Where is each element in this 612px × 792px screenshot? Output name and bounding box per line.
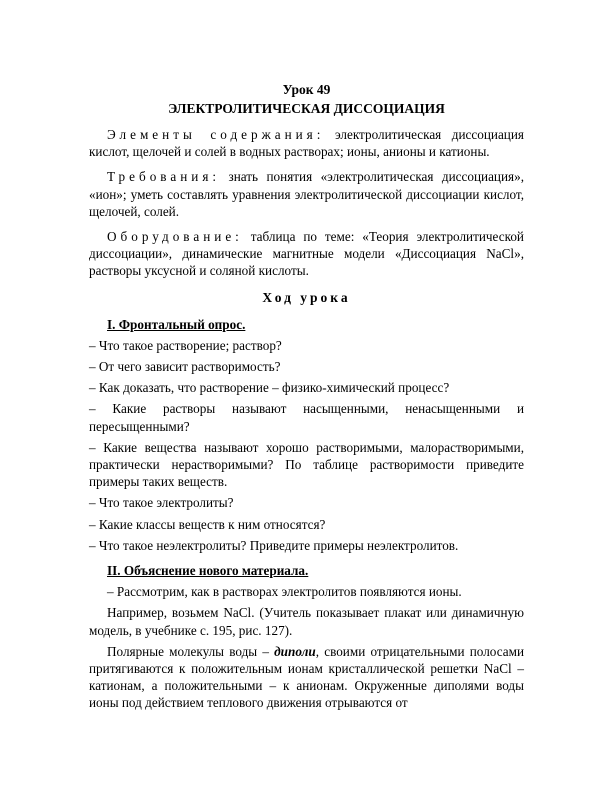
content-elements-label: Элементы содержания: <box>107 127 325 142</box>
question-item: – Какие вещества называют хорошо растворимыми, малорастворимыми, практически нерастворимыми? По таблице растворимости приведите примеры таких веществ. <box>89 439 524 490</box>
section2-paragraph-1: – Рассмотрим, как в растворах электролитов появляются ионы. <box>107 584 462 600</box>
requirements-label: Требования: <box>107 169 221 185</box>
p3-start: Полярные молекулы воды – <box>107 643 275 659</box>
question-item: – Что такое электролиты? <box>89 495 234 511</box>
equipment-text: таблица по теме: «Теория электролитической диссоциации», динамические магнитные модели «Диссоциация NaCl», растворы уксусной и соляной кислоты. <box>89 229 524 279</box>
equipment-paragraph <box>89 228 524 280</box>
section2-paragraph-3 <box>89 643 524 712</box>
question-item: – Как доказать, что растворение – физико-химический процесс? <box>89 380 450 396</box>
question-item: – От чего зависит растворимость? <box>89 359 281 375</box>
course-heading: Ход урока <box>262 289 351 305</box>
requirements-paragraph <box>89 168 524 220</box>
question-item: – Какие классы веществ к ним относятся? <box>89 516 326 532</box>
section2-title-text: II. Объяснение нового материала. <box>107 563 309 579</box>
content-elements-text: электролитическая диссоциация кислот, щелочей и солей в водных растворах; ионы, анионы и катионы. <box>89 127 524 160</box>
section1-title-text: I. Фронтальный опрос. <box>107 316 246 332</box>
question-item: – Что такое неэлектролиты? Приведите примеры неэлектролитов. <box>89 537 459 553</box>
p3-end: , своими отрицательными полосами притягиваются к положительным ионам кристаллической решетки NaCl – катионам, а положительными – к анионам. Окруженные диполями воды ионы под действием теплового движения отрываются от <box>89 643 525 711</box>
question-list <box>89 337 524 554</box>
lesson-number: Урок 49 <box>282 82 331 97</box>
section2-title <box>89 562 524 579</box>
requirements-text: знать понятия «электролитическая диссоциация», «ион»; уметь составлять уравнения электролитической диссоциации кислот, щелочей, солей. <box>89 169 524 219</box>
lesson-topic: ЭЛЕКТРОЛИТИЧЕСКАЯ ДИССОЦИАЦИЯ <box>168 101 445 116</box>
section1-title <box>89 316 524 333</box>
question-item: – Какие растворы называют насыщенными, ненасыщенными и пересыщенными? <box>89 401 524 434</box>
equipment-label: Оборудование: <box>107 229 243 245</box>
content-elements-paragraph <box>89 126 524 160</box>
section2-paragraph-2: Например, возьмем NaCl. (Учитель показывает плакат или динамичную модель, в учебнике с. 195, рис. 127). <box>89 605 524 638</box>
dipole-term: диполи <box>274 643 316 659</box>
question-item: – Что такое растворение; раствор? <box>89 337 282 353</box>
